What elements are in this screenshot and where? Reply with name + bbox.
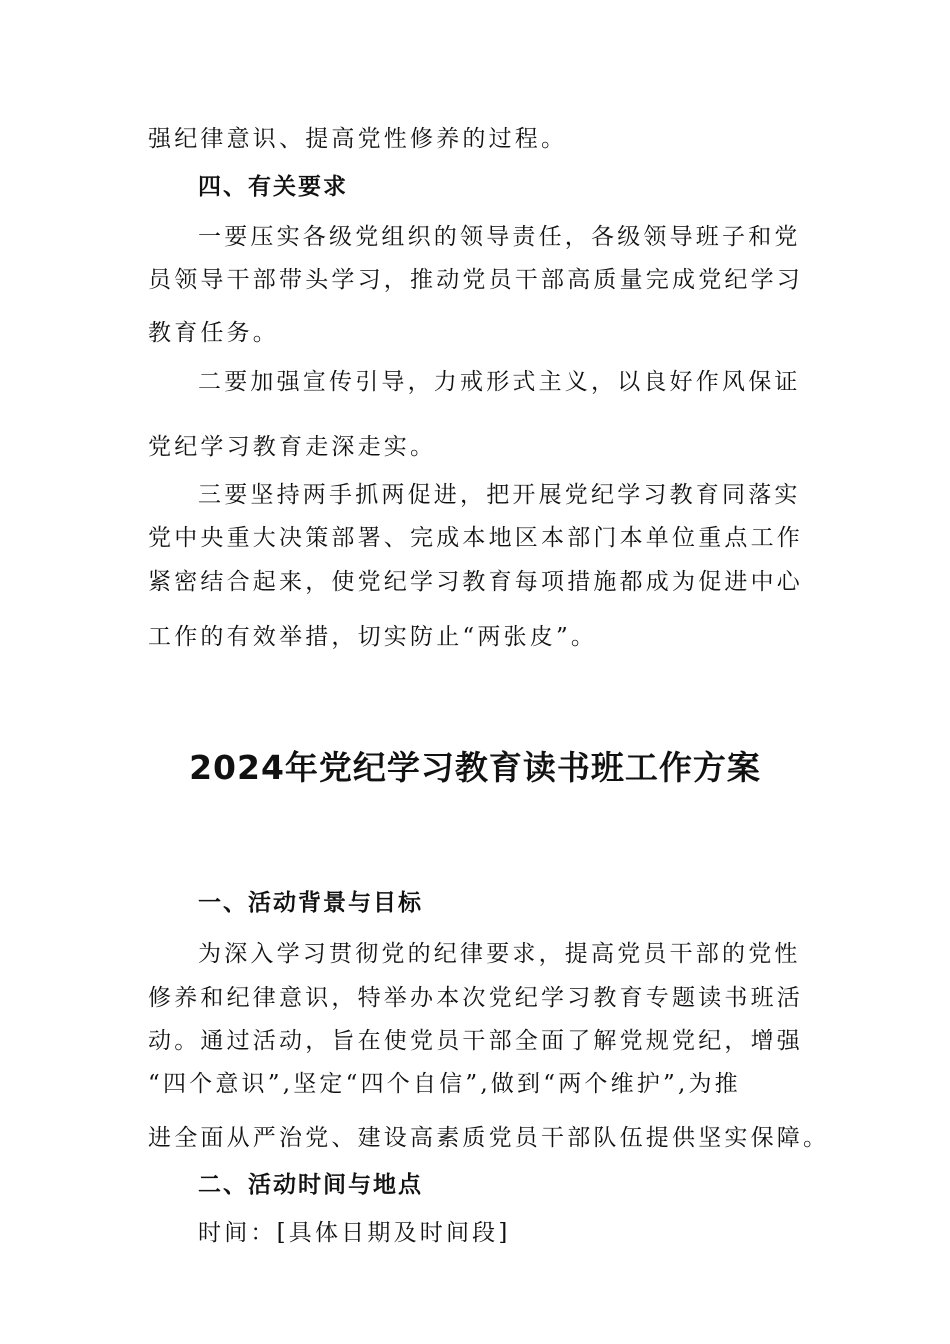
- paragraph-line: 紧密结合起来，使党纪学习教育每项措施都成为促进中心: [148, 569, 803, 595]
- section-heading-time-place: 二、活动时间与地点: [198, 1172, 423, 1198]
- paragraph-line: 三要坚持两手抓两促进，把开展党纪学习教育同落实: [198, 482, 801, 508]
- paragraph-line: 一要压实各级党组织的领导责任，各级领导班子和党: [198, 224, 801, 250]
- paragraph-line: 动。通过活动，旨在使党员干部全面了解党规党纪，增强: [148, 1028, 803, 1054]
- section-heading-requirements: 四、有关要求: [198, 174, 348, 200]
- paragraph-line: 党纪学习教育走深走实。: [148, 434, 437, 460]
- paragraph-line: 强纪律意识、提高党性修养的过程。: [148, 126, 568, 152]
- paragraph-line: 工作的有效举措，切实防止“两张皮”。: [148, 624, 598, 650]
- section-heading-background: 一、活动背景与目标: [198, 890, 423, 916]
- document-title: 2024年党纪学习教育读书班工作方案: [189, 748, 761, 787]
- paragraph-line: 修养和纪律意识，特举办本次党纪学习教育专题读书班活: [148, 985, 803, 1011]
- paragraph-line: 教育任务。: [148, 320, 279, 346]
- paragraph-line: 二要加强宣传引导，力戒形式主义，以良好作风保证: [198, 369, 801, 395]
- paragraph-line: 时间：[具体日期及时间段]: [198, 1220, 511, 1246]
- paragraph-line: “四个意识”,坚定“四个自信”,做到“两个维护”,为推: [148, 1071, 741, 1097]
- paragraph-line: 为深入学习贯彻党的纪律要求，提高党员干部的党性: [198, 941, 801, 967]
- paragraph-line: 员领导干部带头学习，推动党员干部高质量完成党纪学习: [148, 267, 803, 293]
- paragraph-line: 进全面从严治党、建设高素质党员干部队伍提供坚实保障。: [148, 1125, 830, 1151]
- paragraph-line: 党中央重大决策部署、完成本地区本部门本单位重点工作: [148, 525, 803, 551]
